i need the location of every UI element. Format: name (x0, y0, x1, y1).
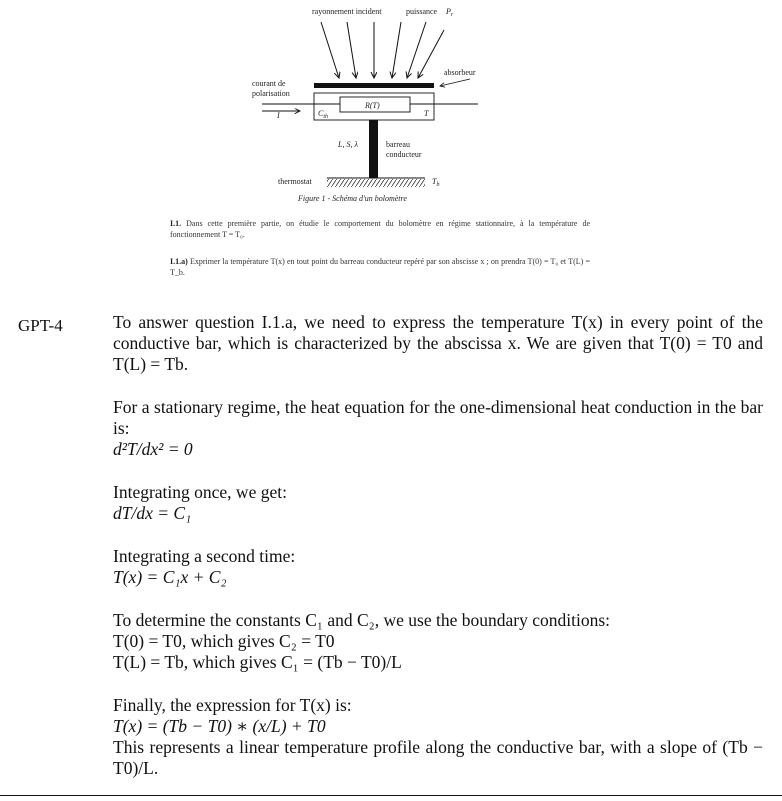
bolometer-diagram (0, 0, 782, 210)
question-1-text: Dans cette première partie, on étudie le comportement du bolomètre en régime stationnaire, à la température de fonctionnement T = T₀. (170, 219, 591, 239)
heat-equation-text: For a stationary regime, the heat equation for the one-dimensional heat conduction in the bar is: (113, 397, 763, 438)
cth-label: $C_{th}$ (318, 109, 329, 120)
courant-label-2: polarisation (252, 89, 290, 98)
final-expression: T(x) = (Tb − T0) ∗ (x/L) + T0 (113, 716, 326, 736)
first-integration-text: Integrating once, we get: (113, 482, 287, 502)
final-conclusion: This represents a linear temperature profile along the conductive bar, with a slope of (Tb − T0)/L. (113, 737, 763, 778)
courant-label-1: courant de (252, 79, 286, 88)
absorbeur-label: absorbeur (444, 68, 476, 77)
tb-label: $T_b$ (432, 177, 440, 188)
question-2-text: Exprimer la température T(x) en tout point du barreau conducteur repéré par son abscisse x ; on prendra T(0) = T₀ et T(L) = T_b. (170, 257, 590, 277)
answer-intro-text: To answer question I.1.a, we need to express the temperature T(x) in every point of the conductive bar, which is characterized by the abscissa x. We are given that T(0) = T0 and T(L) = Tb. (113, 312, 763, 374)
thermostat-label: thermostat (278, 177, 312, 186)
boundary-condition-2: T(L) = Tb, which gives C₁ = (Tb − T0)/L (113, 652, 402, 672)
rt-label: R(T) (365, 101, 380, 110)
barreau-label-2: conducteur (386, 150, 422, 159)
thermostat-hatch (327, 179, 425, 187)
lsl-label: L, S, λ (338, 140, 358, 149)
heat-equation: d²T/dx² = 0 (113, 439, 193, 459)
rayonnement-label: rayonnement incident (312, 7, 382, 16)
question-1-number: I.1. (170, 219, 182, 228)
answer-paragraph-intro (113, 312, 763, 375)
barreau-label-1: barreau (386, 140, 410, 149)
answer-paragraph-final (113, 695, 763, 779)
model-label: GPT-4 (18, 316, 63, 335)
conductive-bar (369, 120, 378, 178)
answer-paragraph-first-integration (113, 482, 763, 524)
bottom-rule (0, 795, 782, 796)
answer-paragraph-second-integration (113, 546, 763, 588)
figure-caption: Figure 1 - Schéma d'un bolomètre (298, 194, 407, 203)
question-paragraph-2 (170, 256, 590, 278)
puissance-symbol: $P_r$ (446, 7, 454, 18)
question-paragraph-1 (170, 218, 590, 240)
radiation-arrows (321, 22, 444, 78)
current-i-label: I (277, 111, 280, 120)
absorbeur-pointer (440, 79, 470, 86)
bolometer-figure (0, 0, 782, 210)
boundary-conditions-text: To determine the constants C₁ and C₂, we use the boundary conditions: (113, 610, 610, 630)
second-integration-text: Integrating a second time: (113, 546, 296, 566)
question-2-number: I.1.a) (170, 257, 188, 266)
second-integration-equation: T(x) = C₁x + C₂ (113, 567, 227, 587)
first-integration-equation: dT/dx = C₁ (113, 503, 192, 523)
final-expression-text: Finally, the expression for T(x) is: (113, 695, 352, 715)
absorber-plate (314, 83, 434, 88)
answer-paragraph-heat-equation (113, 397, 763, 460)
t-label: T (424, 109, 429, 118)
boundary-condition-1: T(0) = T0, which gives C₂ = T0 (113, 631, 335, 651)
answer-paragraph-boundary-conditions (113, 610, 763, 673)
puissance-label: puissance (406, 7, 438, 16)
answer-body (113, 312, 763, 801)
